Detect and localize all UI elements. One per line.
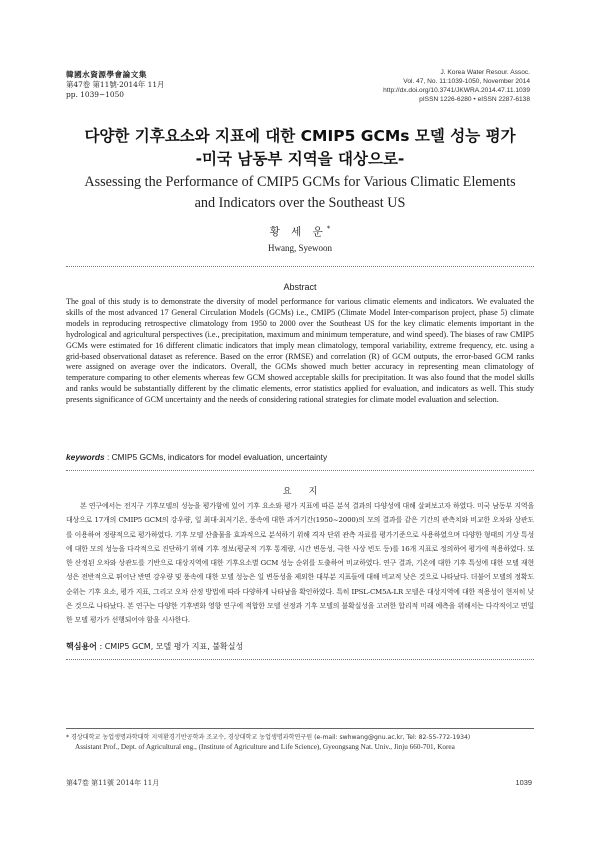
- author-korean: [0, 224, 600, 239]
- journal-header-left: [66, 70, 164, 100]
- divider: [66, 470, 534, 471]
- journal-volume: Vol. 47, No. 11:1039-1050, November 2014: [403, 78, 530, 85]
- yoji-heading: 요 지: [282, 487, 318, 497]
- author-english: Hwang, Syewoon: [268, 243, 332, 253]
- english-title-line2: and Indicators over the Southeast US: [194, 195, 406, 211]
- keywords-text: : CMIP5 GCMs, indicators for model evaluation, uncertainty: [106, 452, 328, 462]
- author-korean-name: 황 세 운: [269, 226, 327, 238]
- journal-header-right: [383, 68, 530, 104]
- abstract-text: The goal of this study is to demonstrate the diversity of model performance for various climatic elements and indicators. We evaluated the skills of the most advanced 17 General Circulation Models (GCMs) i.e., CMIP5 (Climate Model Inter-comparison project, phase 5) climate models in reproducing retrospective climatology from 1950 to 2000 over the Southeast US for the key climatic elements important in the hydrological and agricultural perspectives (i.e., precipitation, maximum and minimum temperature, and wind speed). The biases of raw CMIP5 GCMs were estimated for 16 different climatic indicators that imply mean climatology, temporal variability, extreme frequency, etc. using a grid-based observational dataset as reference. Based on the error (RMSE) and correlation (R) of GCM outputs, the error-based GCM ranks were assigned on average over the indicators. Overall, the GCMs showed much better accuracy in representing mean climatology of temperature comparing to other elements whereas few GCM showed acceptable skills for precipitation. It was also found that the model skills and ranks would be substantially different by the climatic elements, error statistics applied for evaluation, and indicators as well. This study presents significance of GCM uncertainty and the needs of considering rational strategies for climate model evaluation and selection.: [66, 297, 534, 405]
- abstract-heading: Abstract: [283, 282, 317, 292]
- footnote: [66, 733, 534, 752]
- author-footnote-marker: *: [326, 224, 331, 233]
- korean-subtitle: -미국 남동부 지역을 대상으로-: [195, 150, 405, 168]
- footnote-rule: [66, 728, 534, 729]
- footnote-english: Assistant Prof., Dept. of Agricultural eng., (Institute of Agriculture and Life Science), Gyeongsang Nat. Univ., Jinju 660-701, Korea: [75, 742, 455, 751]
- korean-title: 다양한 기후요소와 지표에 대한 CMIP5 GCMs 모델 성능 평가: [84, 127, 516, 145]
- divider: [66, 266, 534, 267]
- yoji-body: [66, 499, 534, 628]
- keywords-label: keywords: [66, 452, 105, 462]
- page-range: pp. 1039~1050: [66, 90, 124, 99]
- volume-issue: 第47卷 第11號·2014年 11月: [66, 80, 165, 89]
- abstract-body: [66, 297, 534, 406]
- keywords-ko-text: : CMIP5 GCM, 모델 평가 지표, 불확실성: [99, 642, 244, 651]
- keywords-ko: [66, 641, 243, 652]
- keywords-en: [66, 452, 327, 462]
- english-title-line1: Assessing the Performance of CMIP5 GCMs for Various Climatic Elements: [84, 174, 516, 190]
- footnote-korean: * 경상대학교 농업생명과학대학 지역환경기반공학과 조교수, 경상대학교 농업생명과학연구원 (e-mail: swhwang@gnu.ac.kr, Tel: 82-55-772-1934): [66, 734, 471, 741]
- journal-abbrev: J. Korea Water Resour. Assoc.: [440, 69, 530, 76]
- journal-name: 韓國水資源學會論文集: [66, 70, 147, 79]
- page-number: 1039: [515, 778, 532, 787]
- divider: [66, 659, 534, 660]
- yoji-text: 본 연구에서는 전지구 기후모델의 성능을 평가함에 있어 기후 요소와 평가 지표에 따른 분석 결과의 다양성에 대해 살펴보고자 하였다. 미국 남동부 지역을 대상으로 17개의 CMIP5 GCM의 강우량, 일 최대·최저기온, 풍속에 대한 과거기간(1950~2000)의 모의 결과를 같은 기간의 관측치와 비교한 오차와 상관도를 이용하여 정량적으로 평가하였다. 기후 모델 산출물을 효과적으로 분석하기 위해 격자 단위 관측 자료를 평가기준으로 사용하였으며 다양한 형태의 기상 특성에 대한 모의 성능을 다각적으로 진단하기 위해 기후 정보(평균적 기후 통계량, 시간 변동성, 극한 사상 빈도 등)를 16개 지표로 정의하여 평가에 적용하였다. 또한 산정된 오차와 상관도를 기반으로 대상지역에 대한 기후요소별 GCM 성능 순위를 도출하여 비교하였다. 연구 결과, 기온에 대한 기후 특성에 대한 모델 재현성은 전반적으로 뛰어난 반면 강우량 및 풍속에 대한 모델 성능은 일 변동성을 제외한 대부분 지표들에 대해 비교적 낮은 것으로 나타났다. 더불어 모델의 정확도 순위는 기후 요소, 평가 지표, 그리고 오차 산정 방법에 따라 다양하게 나타남을 확인하였다. 특히 IPSL-CM5A-LR 모델은 대상지역에 대한 적용성이 현저히 낮은 것으로 나타났다. 본 연구는 다양한 기후변화 영향 연구에 적합한 모델 선정과 기후 모델의 불확실성을 고려한 합리적 미래 예측을 위해서는 다각적이고 면밀한 모델 평가가 선행되어야 함을 시사한다.: [66, 502, 534, 625]
- issn: pISSN 1226-6280 • eISSN 2287-6138: [419, 96, 530, 103]
- keywords-ko-label: 핵심용어: [66, 642, 97, 651]
- footer-issue: 第47卷 第11號 2014年 11月: [66, 779, 160, 787]
- english-title: [0, 172, 600, 214]
- doi-link[interactable]: http://dx.doi.org/10.3741/JKWRA.2014.47.11.1039: [383, 87, 530, 94]
